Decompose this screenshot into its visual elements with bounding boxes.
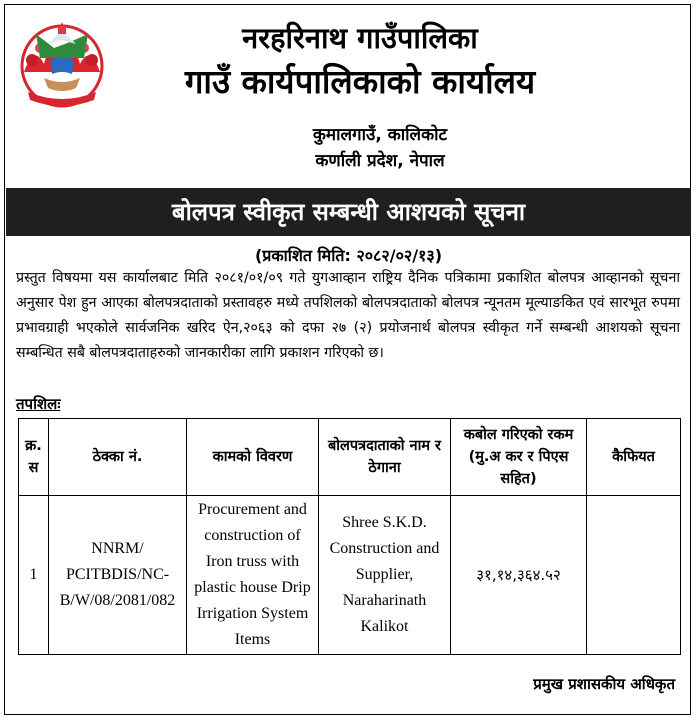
address-line-1: कुमालगाउँ, कालिकोट — [312, 125, 448, 145]
published-date: (प्रकाशित मिति: २०८२/०२/१३) — [254, 246, 443, 265]
cell-work-description: Procurement and construction of Iron truss with plastic house Drip Irrigation System Items — [187, 496, 319, 655]
office-address — [240, 122, 520, 174]
header-serial-number: क्र. स — [19, 419, 49, 496]
header-remarks: कैफियत — [587, 419, 681, 496]
cell-remarks — [587, 496, 681, 655]
header-work-description: कामको विवरण — [187, 419, 319, 496]
signatory-title: प्रमुख प्रशासकीय अधिकृत — [533, 675, 675, 693]
cell-bidder: Shree S.K.D. Construction and Supplier, Naraharinath Kalikot — [319, 496, 451, 655]
table-row — [19, 496, 681, 655]
office-title: गाउँ कार्यपालिकाको कार्यालय — [184, 62, 536, 101]
cell-serial-number: 1 — [19, 496, 49, 655]
header-bidder-name-address: बोलपत्रदाताको नाम र ठेगाना — [319, 419, 451, 496]
bid-details-table — [18, 418, 681, 655]
cell-contract-number: NNRM/ PCITBDIS/NC-B/W/08/2081/082 — [49, 496, 187, 655]
header-contract-number: ठेक्का नं. — [49, 419, 187, 496]
notice-body: प्रस्तुत विषयमा यस कार्यालबाट मिति २०८१/०१/०९ गते युगआव्हान राष्ट्रिय दैनिक पत्रिकामा प्रकाशित बोलपत्र आव्हानको सूचना अनुसार पेश हुन आएका बोलपत्रदाताको प्रस्तावहरु मध्ये तपशिलको बोलपत्रदाताको बोलपत्र न्यूनतम मूल्याङकित एवं सारभूत रुपमा प्रभावग्राही भएकोले सार्वजनिक खरिद ऐन,२०६३ को दफा २७ (२) प्रयोजनार्थ बोलपत्र स्वीकृत गर्ने सम्बन्धी आशयको सूचना सम्बन्धित सबै बोलपत्रदाताहरुको जानकारीका लागि प्रकाशन गरिएको छ। — [16, 270, 680, 361]
details-label: तपशिलः — [16, 395, 61, 413]
municipality-name: नरहरिनाथ गाउँपालिका — [242, 21, 478, 55]
table-header-row — [19, 419, 681, 496]
header-quoted-amount: कबोल गरिएको रकम (मु.अ कर र पिएस सहित) — [451, 419, 587, 496]
cell-amount: ३१,१४,३६४.५२ — [451, 496, 587, 655]
notice-title-banner: बोलपत्र स्वीकृत सम्बन्धी आशयको सूचना — [6, 188, 691, 236]
government-emblem-icon — [14, 14, 110, 110]
address-line-2: कर्णाली प्रदेश, नेपाल — [315, 151, 445, 171]
